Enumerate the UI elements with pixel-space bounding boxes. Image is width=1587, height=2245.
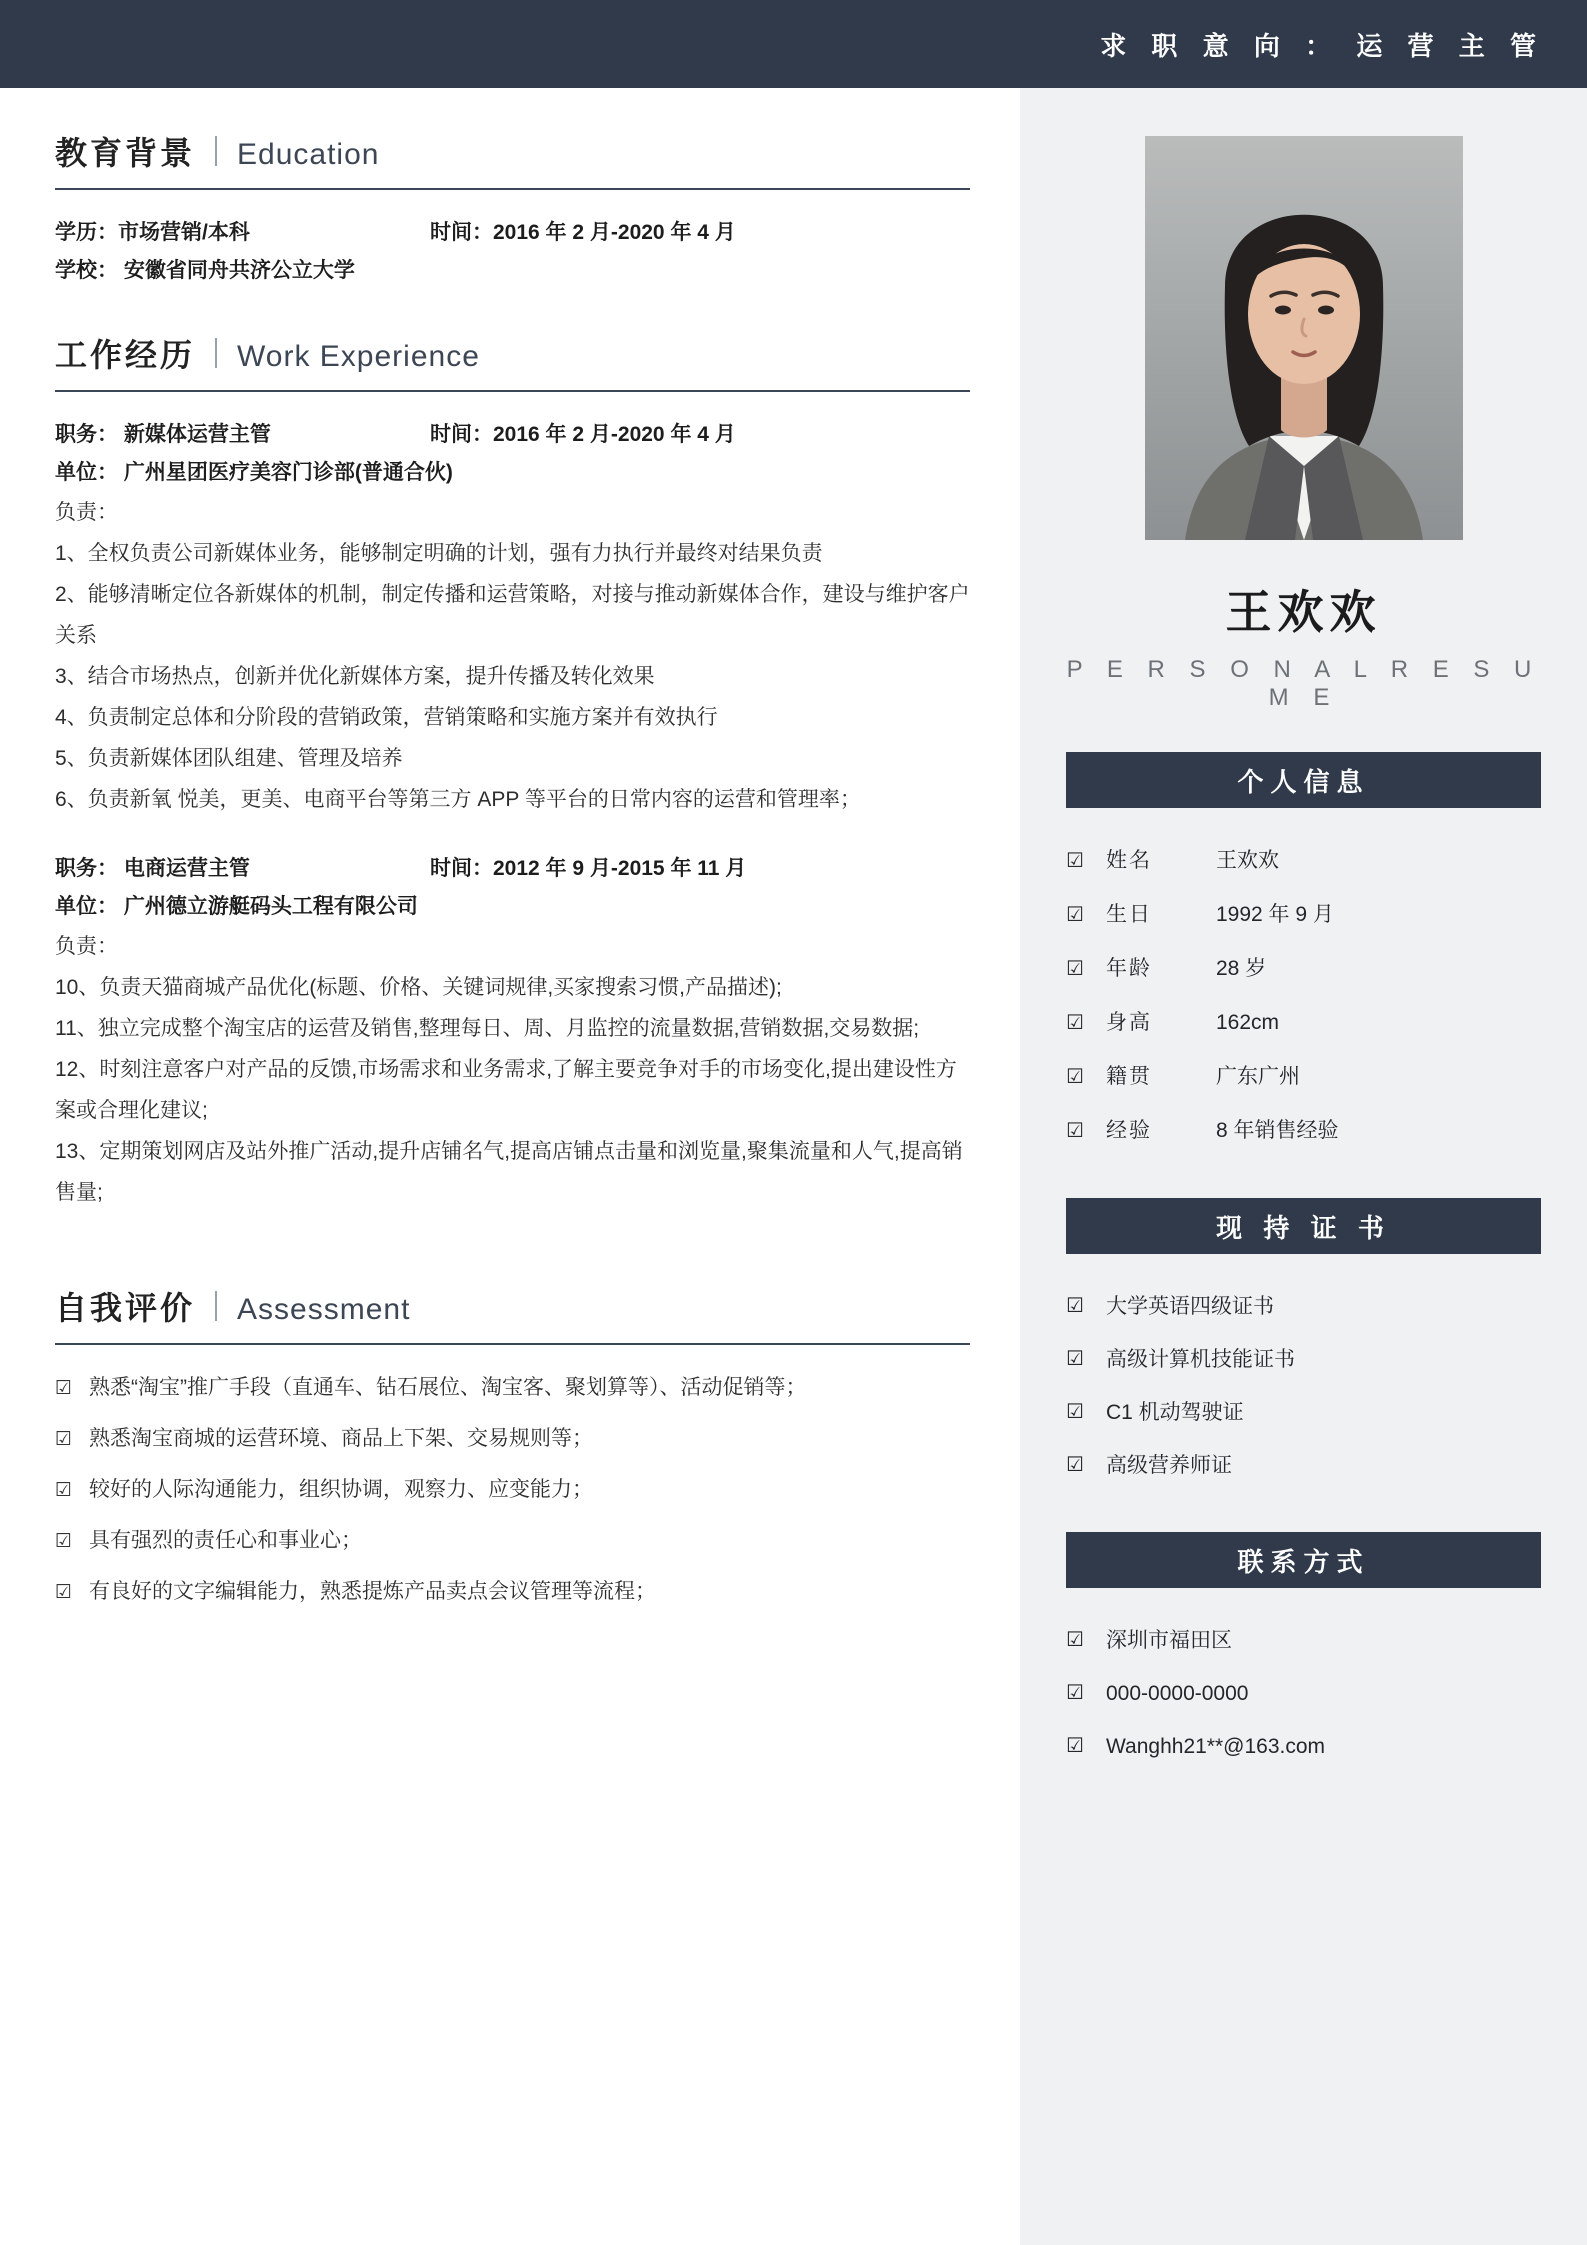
job-duty-item: 4、负责制定总体和分阶段的营销政策，营销策略和实施方案并有效执行 <box>55 706 718 729</box>
job-company: 单位： 广州星团医疗美容门诊部(普通合伙) <box>55 461 453 484</box>
assessment-text: 较好的人际沟通能力，组织协调，观察力、应变能力； <box>89 1478 593 1501</box>
job-title: 职务： 电商运营主管 <box>55 857 250 880</box>
resume-body <box>0 88 1587 2245</box>
section-work-experience <box>55 330 970 1213</box>
certificate-text: C1 机动驾驶证 <box>1106 1401 1244 1424</box>
checkbox-icon: ☑ <box>55 1480 73 1501</box>
certificate-text: 高级营养师证 <box>1106 1454 1232 1477</box>
checkbox-icon: ☑ <box>1066 850 1084 872</box>
assessment-text: 具有强烈的责任心和事业心； <box>89 1529 362 1552</box>
job-title-row <box>55 850 970 888</box>
heading-divider <box>215 338 217 368</box>
info-key: 身高 <box>1106 1011 1152 1034</box>
candidate-name: 王欢欢 <box>1225 586 1382 638</box>
group-contact <box>1066 1532 1541 1773</box>
spacer <box>55 820 970 850</box>
education-row <box>55 214 970 252</box>
job-duty-item: 11、独立完成整个淘宝店的运营及销售,整理每日、周、月监控的流量数据,营销数据,交易数据; <box>55 1017 920 1040</box>
list-item <box>55 1420 970 1459</box>
checkbox-icon: ☑ <box>1066 1295 1084 1317</box>
contact-email-text: Wanghh21**@163.com <box>1106 1735 1326 1758</box>
info-row <box>1066 942 1541 996</box>
sidebar <box>1020 88 1587 2245</box>
education-row <box>55 252 970 290</box>
checkbox-icon: ☑ <box>1066 1735 1084 1757</box>
contact-item-phone <box>1066 1667 1541 1720</box>
job-time: 时间：2016 年 2 月-2020 年 4 月 <box>430 423 736 446</box>
assessment-list <box>55 1369 970 1612</box>
info-row <box>1066 1050 1541 1104</box>
info-key: 姓名 <box>1106 849 1152 872</box>
info-key: 年龄 <box>1106 957 1152 980</box>
job-objective-title: 求 职 意 向 ： 运 营 主 管 <box>1100 30 1545 61</box>
certificate-item <box>1066 1439 1541 1492</box>
assessment-text: 熟悉淘宝商城的运营环境、商品上下架、交易规则等； <box>89 1427 593 1450</box>
heading-divider <box>215 1291 217 1321</box>
list-item <box>55 1471 970 1510</box>
certificate-text: 高级计算机技能证书 <box>1106 1348 1295 1371</box>
checkbox-icon: ☑ <box>1066 1066 1084 1088</box>
certificate-item <box>1066 1386 1541 1439</box>
checkbox-icon: ☑ <box>1066 904 1084 926</box>
job-title-row <box>55 416 970 454</box>
contact-address-text: 深圳市福田区 <box>1106 1629 1232 1652</box>
job-time: 时间：2012 年 9 月-2015 年 11 月 <box>430 857 747 880</box>
education-heading-cn: 教育背景 <box>55 135 196 171</box>
main-content <box>0 88 1020 2245</box>
info-key: 经验 <box>1106 1119 1152 1142</box>
job-duty-item: 13、定期策划网店及站外推广活动,提升店铺名气,提高店铺点击量和浏览量,聚集流量和人气,提高销售量; <box>55 1140 963 1204</box>
info-row <box>1066 834 1541 888</box>
info-row <box>1066 1104 1541 1158</box>
certificate-text: 大学英语四级证书 <box>1106 1295 1274 1318</box>
info-value: 1992 年 9 月 <box>1216 903 1334 926</box>
job-duty-label: 负责： <box>55 935 118 958</box>
work-heading <box>55 330 970 392</box>
profile-photo <box>1145 136 1463 540</box>
work-heading-cn: 工作经历 <box>55 337 196 373</box>
checkbox-icon: ☑ <box>55 1429 73 1450</box>
assessment-text: 有良好的文字编辑能力，熟悉提炼产品卖点会议管理等流程； <box>89 1580 656 1603</box>
checkbox-icon: ☑ <box>1066 1682 1084 1704</box>
section-education <box>55 128 970 290</box>
info-value: 162cm <box>1216 1011 1280 1034</box>
info-row <box>1066 888 1541 942</box>
info-key: 生日 <box>1106 903 1152 926</box>
assessment-heading-en: Assessment <box>237 1293 411 1326</box>
contact-item-address <box>1066 1614 1541 1667</box>
header-bar <box>0 0 1587 88</box>
checkbox-icon: ☑ <box>1066 1629 1084 1651</box>
portrait-illustration <box>1145 136 1463 540</box>
job-duty-item: 3、结合市场热点，创新并优化新媒体方案，提升传播及转化效果 <box>55 665 655 688</box>
job-company: 单位： 广州德立游艇码头工程有限公司 <box>55 895 418 918</box>
checkbox-icon: ☑ <box>55 1582 73 1603</box>
info-value: 王欢欢 <box>1216 849 1279 872</box>
assessment-text: 熟悉“淘宝”推广手段（直通车、钻石展位、淘宝客、聚划算等）、活动促销等； <box>89 1376 807 1399</box>
info-key: 籍贯 <box>1106 1065 1152 1088</box>
checkbox-icon: ☑ <box>1066 1401 1084 1423</box>
education-degree: 学历：市场营销/本科 <box>55 221 250 244</box>
contact-phone-text: 000-0000-0000 <box>1106 1682 1249 1705</box>
job-duty-item: 2、能够清晰定位各新媒体的机制，制定传播和运营策略，对接与推动新媒体合作，建设与维护客户关系 <box>55 583 970 647</box>
personal-info-heading: 个人信息 <box>1066 752 1541 808</box>
section-assessment <box>55 1283 970 1612</box>
certificates-heading: 现 持 证 书 <box>1066 1198 1541 1254</box>
job-title: 职务： 新媒体运营主管 <box>55 423 271 446</box>
certificate-item <box>1066 1333 1541 1386</box>
job-duty-item: 6、负责新氧 悦美，更美、电商平台等第三方 APP 等平台的日常内容的运营和管理率； <box>55 788 861 811</box>
work-entry <box>55 416 970 820</box>
list-item <box>55 1573 970 1612</box>
job-duty-item: 10、负责天猫商城产品优化(标题、价格、关键词规律,买家搜索习惯,产品描述); <box>55 976 782 999</box>
checkbox-icon: ☑ <box>55 1531 73 1552</box>
resume-subtitle: P E R S O N A L R E S U M E <box>1066 656 1541 711</box>
job-duty-item: 1、全权负责公司新媒体业务，能够制定明确的计划，强有力执行并最终对结果负责 <box>55 542 823 565</box>
info-value: 广东广州 <box>1216 1065 1300 1088</box>
contact-item-email <box>1066 1720 1541 1773</box>
spacer <box>55 1253 970 1283</box>
photo-container <box>1066 136 1541 540</box>
info-value: 8 年销售经验 <box>1216 1119 1339 1142</box>
work-entry <box>55 850 970 1213</box>
group-personal-info <box>1066 752 1541 1158</box>
info-row <box>1066 996 1541 1050</box>
education-school: 学校： 安徽省同舟共济公立大学 <box>55 259 355 282</box>
education-heading <box>55 128 970 190</box>
work-heading-en: Work Experience <box>237 340 480 373</box>
assessment-heading <box>55 1283 970 1345</box>
checkbox-icon: ☑ <box>1066 1454 1084 1476</box>
info-value: 28 岁 <box>1216 957 1267 980</box>
checkbox-icon: ☑ <box>1066 1348 1084 1370</box>
list-item <box>55 1522 970 1561</box>
certificate-item <box>1066 1280 1541 1333</box>
heading-divider <box>215 136 217 166</box>
checkbox-icon: ☑ <box>1066 1012 1084 1034</box>
job-duty-label: 负责： <box>55 501 118 524</box>
job-duty-item: 5、负责新媒体团队组建、管理及培养 <box>55 747 403 770</box>
checkbox-icon: ☑ <box>1066 958 1084 980</box>
assessment-heading-cn: 自我评价 <box>55 1290 196 1326</box>
checkbox-icon: ☑ <box>1066 1120 1084 1142</box>
contact-heading: 联系方式 <box>1066 1532 1541 1588</box>
education-heading-en: Education <box>237 138 380 171</box>
job-duty-item: 12、时刻注意客户对产品的反馈,市场需求和业务需求,了解主要竞争对手的市场变化,提出建设性方案或合理化建议; <box>55 1058 957 1122</box>
education-time: 时间：2016 年 2 月-2020 年 4 月 <box>430 221 736 244</box>
checkbox-icon: ☑ <box>55 1378 73 1399</box>
group-certificates <box>1066 1198 1541 1492</box>
list-item <box>55 1369 970 1408</box>
